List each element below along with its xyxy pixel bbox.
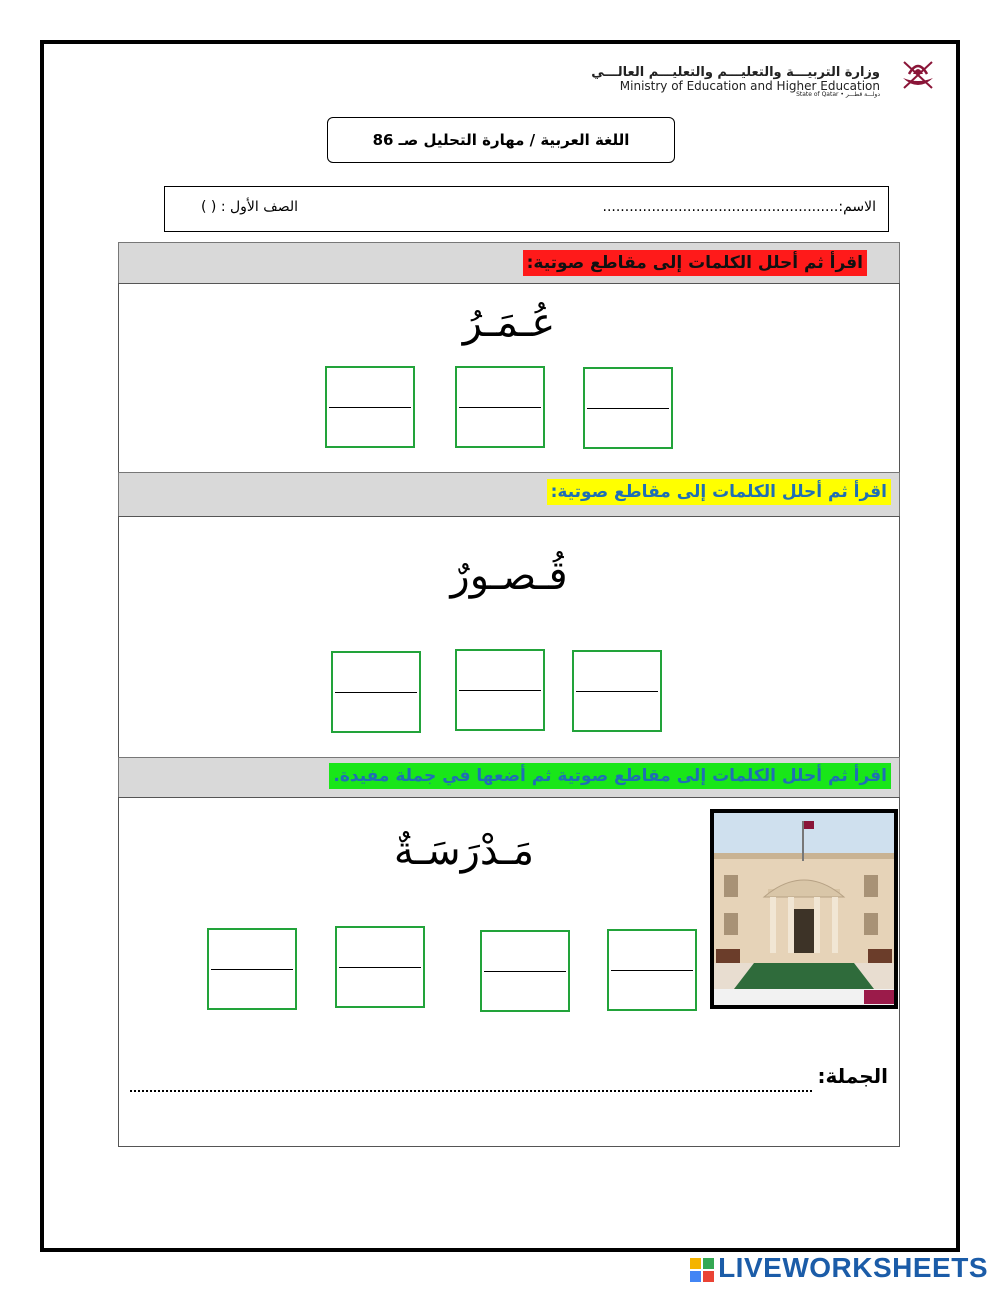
class-field[interactable]: الصف الأول : ( ) <box>201 199 299 215</box>
worksheet-title: اللغة العربية / مهارة التحليل صـ 86 <box>327 117 675 163</box>
school-photo <box>710 809 898 1009</box>
syllable-box[interactable] <box>207 928 297 1010</box>
section-3-word: مَـدْرَسَـةٌ <box>393 828 535 874</box>
section-3-header <box>118 757 900 798</box>
section-1-header <box>118 242 900 284</box>
syllable-box[interactable] <box>331 651 421 733</box>
section-3-instruction: اقرأ ثم أحلل الكلمات إلى مقاطع صوتية ثم أضعها في جملة مفيدة. <box>329 763 891 789</box>
syllable-box[interactable] <box>607 929 697 1011</box>
liveworksheets-logo-icon <box>690 1258 714 1282</box>
syllable-box[interactable] <box>325 366 415 448</box>
section-2-header <box>118 472 900 517</box>
syllable-box[interactable] <box>572 650 662 732</box>
brand-name: LIVEWORKSHEETS <box>718 1252 988 1283</box>
section-1-word: عُـمَـرُ <box>462 300 556 346</box>
ministry-name-arabic: وزارة التربيـــة والتعليـــم والتعليـــم العالـــي <box>591 65 880 80</box>
syllable-box[interactable] <box>455 366 545 448</box>
student-info-box <box>164 186 889 232</box>
syllable-box[interactable] <box>480 930 570 1012</box>
qatar-emblem-icon <box>895 48 941 94</box>
ministry-name-english: Ministry of Education and Higher Education <box>619 78 880 93</box>
ministry-name <box>591 66 880 99</box>
name-field[interactable]: الاسم:..................................................... <box>602 199 876 215</box>
syllable-box[interactable] <box>455 649 545 731</box>
section-1-body <box>118 283 900 473</box>
syllable-box[interactable] <box>583 367 673 449</box>
syllable-box[interactable] <box>335 926 425 1008</box>
section-2-word: قُـصـورٌ <box>450 553 568 599</box>
state-label: State of Qatar • دولـــة قطـــر <box>796 91 880 99</box>
section-2-body <box>118 516 900 758</box>
sentence-label: الجملة: <box>817 1064 888 1088</box>
section-1-instruction: اقرأ ثم أحلل الكلمات إلى مقاطع صوتية: <box>523 250 867 276</box>
sentence-answer-line[interactable] <box>130 1090 812 1092</box>
section-2-instruction: اقرأ ثم أحلل الكلمات إلى مقاطع صوتية: <box>547 479 891 505</box>
